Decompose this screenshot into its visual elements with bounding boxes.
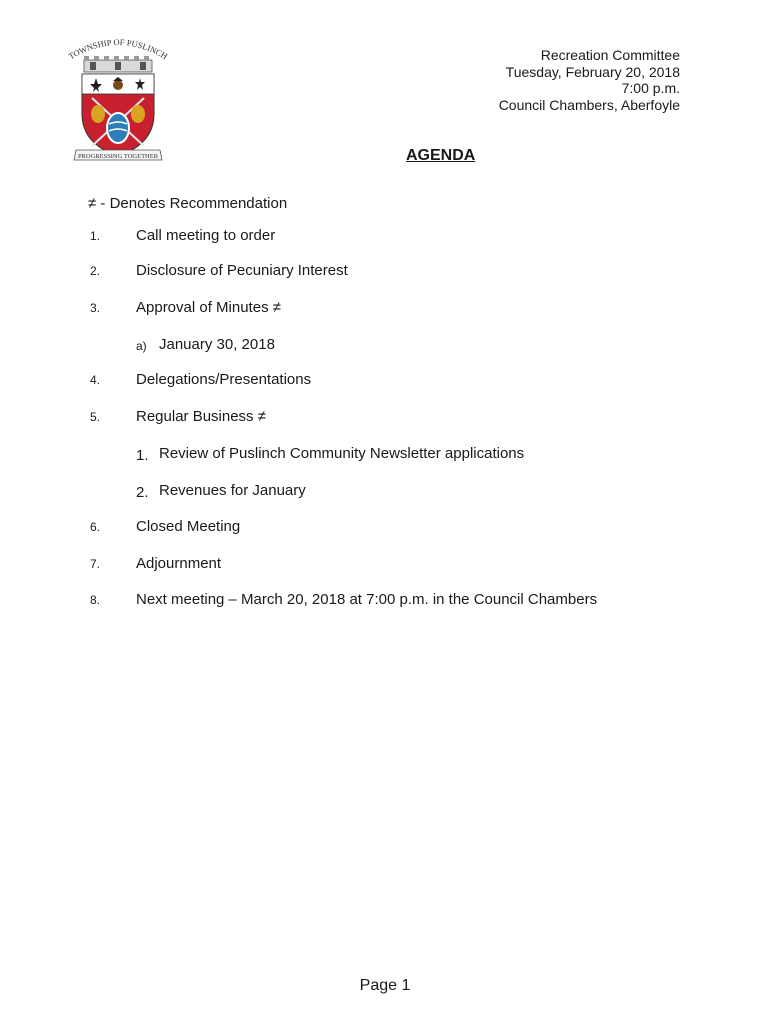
meeting-time: 7:00 p.m. [621,80,680,96]
meeting-date: Tuesday, February 20, 2018 [505,63,680,80]
page-title: AGENDA [406,147,476,164]
page-number: Page 1 [359,977,411,994]
item-text: Closed Meeting [136,518,241,535]
committee-name: Recreation Committee [540,47,680,63]
meeting-info [499,47,680,113]
item-text: Call meeting to order [136,227,276,244]
crest-banner-bottom-text: PROGRESSING TOGETHER [77,153,159,160]
subitem-number: 1. [136,447,149,464]
meeting-location: Council Chambers, Aberfoyle [498,96,680,113]
item-text: Adjournment [136,555,222,572]
item-number: 1. [90,229,101,243]
subitem-number: 2. [136,484,149,501]
item-number: 5. [90,410,101,424]
item-text: Disclosure of Pecuniary Interest [136,262,348,279]
item-number: 8. [90,593,101,607]
crest-banner-top-text: TOWNSHIP OF PUSLINCH [66,36,170,62]
subitem-text: Revenues for January [159,482,306,499]
item-text: Regular Business ≠ [136,408,266,425]
subitem-text: January 30, 2018 [159,336,275,353]
item-number: 7. [90,557,101,571]
township-crest-logo [62,34,174,170]
subitem-text: Review of Puslinch Community Newsletter applications [159,445,525,462]
subitem-letter: a) [136,339,147,353]
item-text: Delegations/Presentations [136,371,312,388]
item-number: 4. [90,373,101,387]
item-number: 6. [90,520,101,534]
item-number: 3. [90,301,101,315]
item-number: 2. [90,264,101,278]
item-text: Next meeting – March 20, 2018 at 7:00 p.m. in the Council Chambers [136,591,598,608]
recommendation-legend: ≠ - Denotes Recommendation [88,195,288,212]
item-text: Approval of Minutes ≠ [136,299,281,316]
